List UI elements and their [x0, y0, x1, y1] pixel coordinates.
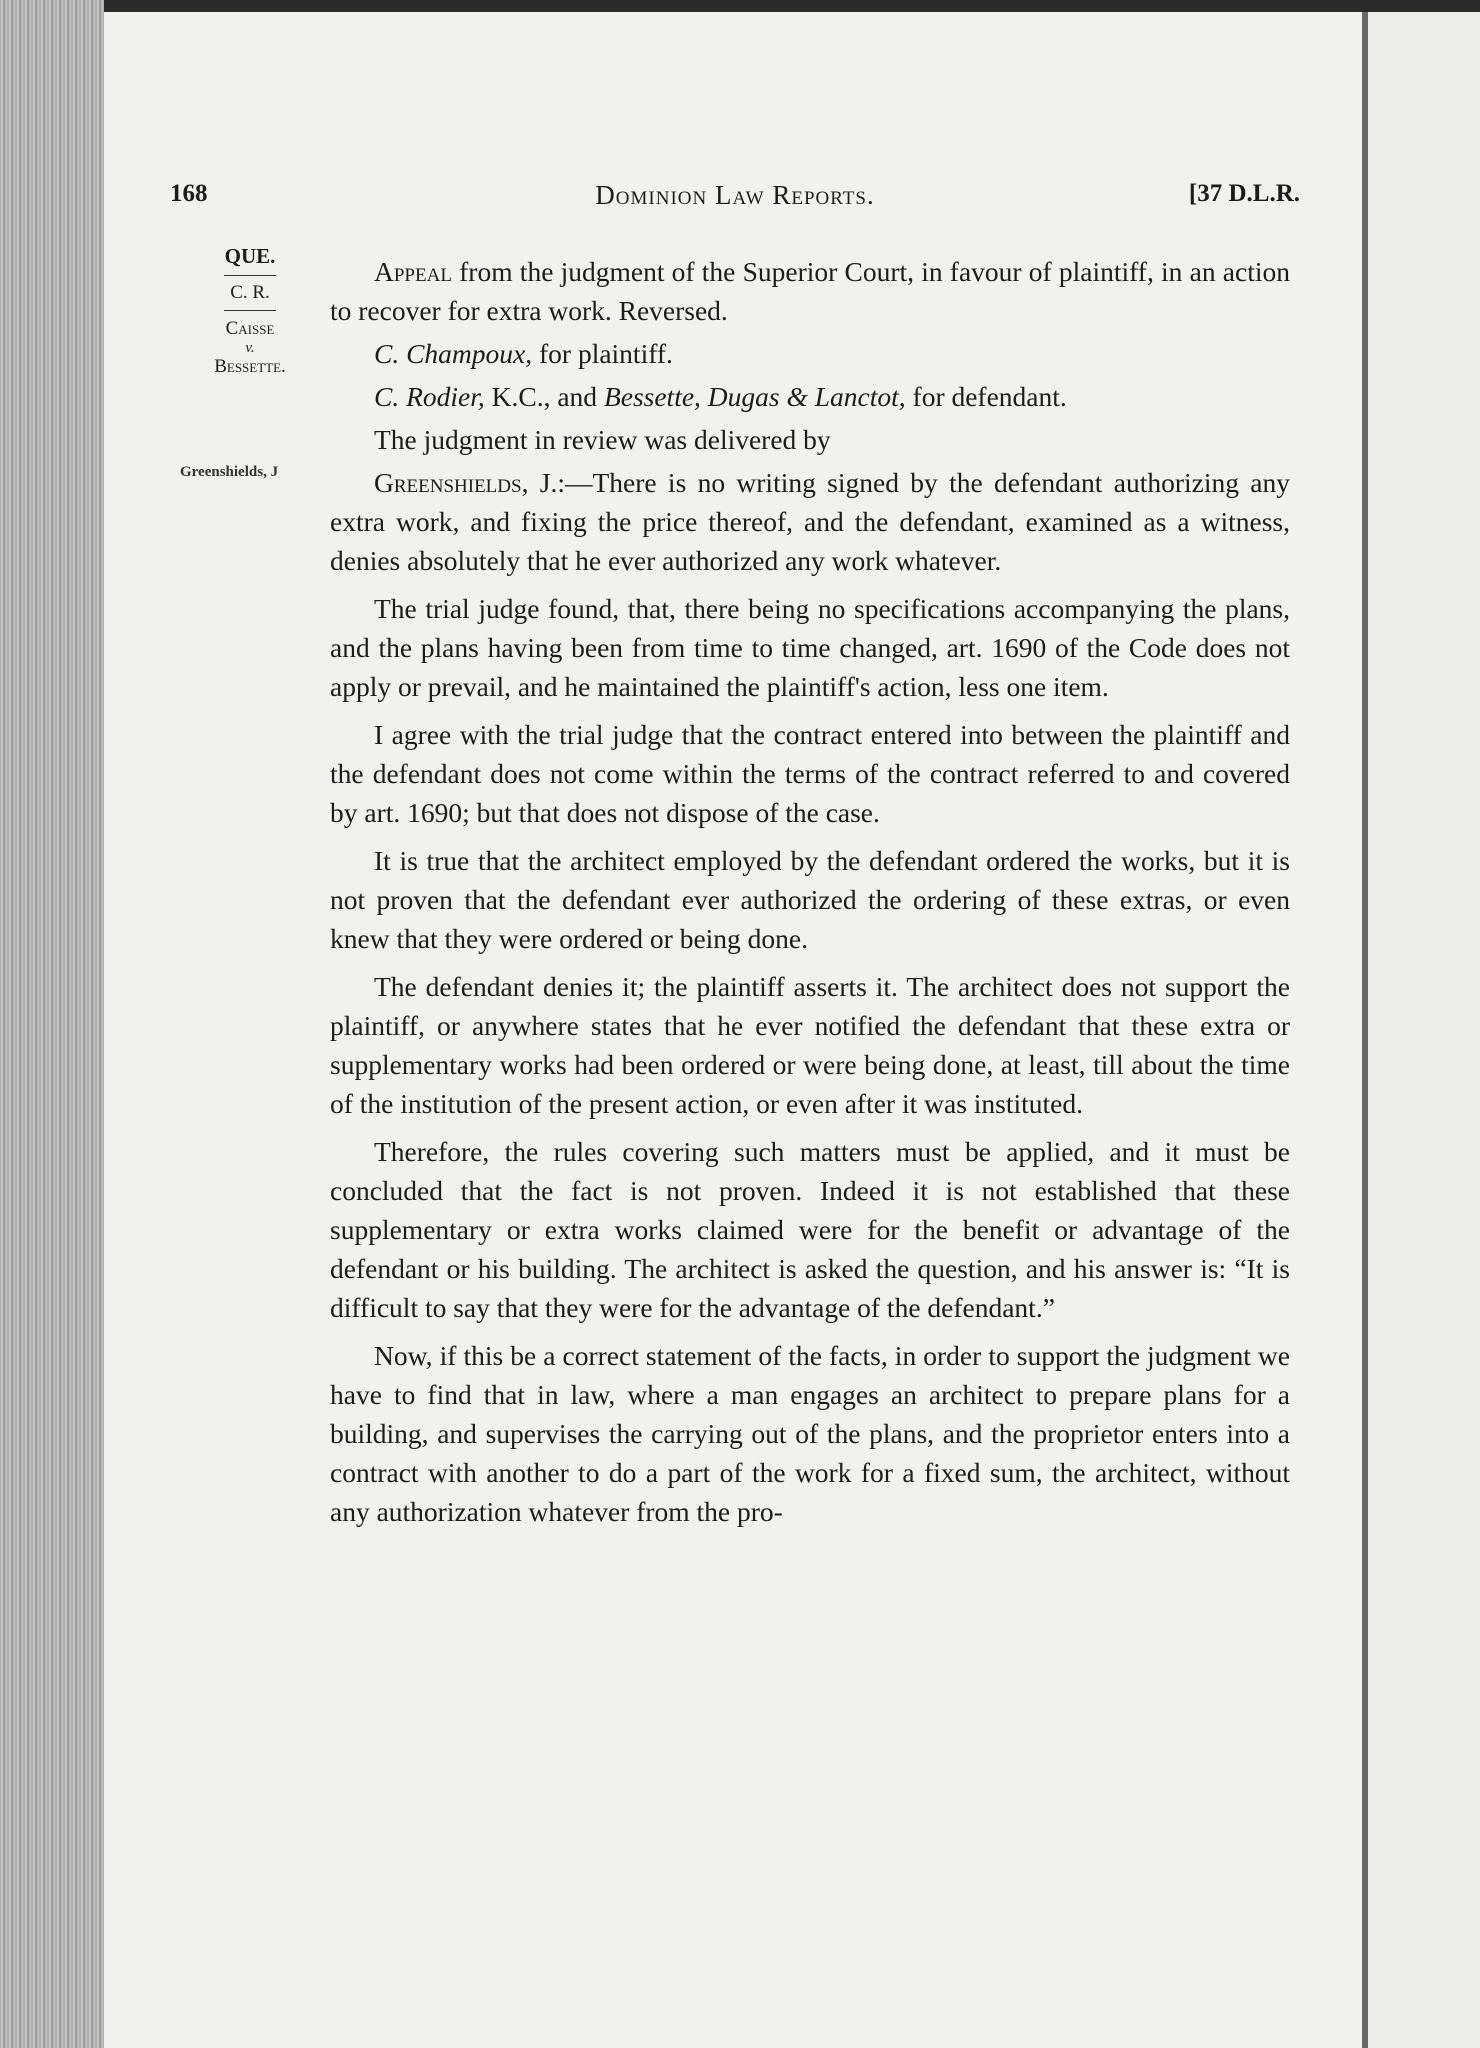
jurisdiction: QUE.	[224, 244, 276, 268]
opinion-text: :—There is no writing signed by the defendant authorizing any extra work, and fixing the price thereof, and the defendant, examined as a witness, denies absolutely that he ever authorized any work whatever.	[330, 467, 1290, 576]
margin-divider	[224, 275, 276, 276]
case-party-2: Bessette.	[214, 356, 286, 377]
paragraph: The defendant denies it; the plaintiff asserts it. The architect does not support the plaintiff, or anywhere states that he ever notified the defendant that these extra or supplementary works had been ordered or were being done, at least, till about the time of the institution of the present action, or even after it was instituted.	[330, 971, 1290, 1119]
case-versus: v.	[245, 340, 255, 356]
margin-divider	[224, 310, 276, 311]
case-party-1: Caisse	[225, 318, 275, 339]
counsel-defendant-text: for defendant.	[905, 381, 1067, 412]
paragraph: Therefore, the rules covering such matters must be applied, and it must be concluded that the fact is not proven. Indeed it is not established that these supplementary or extra works claimed were for the benefit or advantage of the defendant or his building. The architect is asked the question, and his answer is: “It is difficult to say that they were for the advantage of the defendant.”	[330, 1136, 1290, 1323]
court: C. R.	[230, 282, 270, 303]
paragraph-appeal	[330, 252, 1290, 330]
paragraph-opinion-start	[330, 463, 1290, 580]
counsel-defendant-1: C. Rodier,	[374, 381, 485, 412]
appeal-text: from the judgment of the Superior Court, in favour of plaintiff, in an action to recover for extra work. Reversed.	[330, 256, 1290, 326]
paragraph: The trial judge found, that, there being no specifications accompanying the plans, and the plans having been from time to time changed, art. 1690 of the Code does not apply or prevail, and he maintained the plaintiff's action, less one item.	[330, 593, 1290, 702]
page-number: 168	[170, 180, 208, 207]
page	[104, 12, 1362, 2048]
running-title: Dominion Law Reports.	[595, 180, 875, 210]
opinion-judge: Greenshields, J.	[374, 467, 558, 498]
counsel-defendant-2: Bessette, Dugas & Lanctot,	[603, 381, 906, 412]
book-edge	[0, 0, 104, 2048]
paragraph: Now, if this be a correct statement of the facts, in order to support the judgment we have to find that in law, where a man engages an architect to prepare plans for a building, and supervises the carrying out of the plans, and the proprietor enters into a contract with another to do a part of the work for a fixed sum, the architect, without any authorization whatever from the pro-	[330, 1340, 1290, 1527]
paragraph: I agree with the trial judge that the contract entered into between the plaintiff and the defendant does not come within the terms of the contract referred to and covered by art. 1690; but that does not dispose of the case.	[330, 719, 1290, 828]
counsel-defendant-mid: K.C., and	[484, 381, 604, 412]
page-header	[170, 180, 1300, 220]
volume-reference: [37 D.L.R.	[1188, 180, 1300, 207]
body-text	[330, 252, 1290, 1540]
counsel-plaintiff: C. Champoux,	[374, 338, 533, 369]
paragraph-counsel-defendant	[330, 377, 1290, 416]
counsel-plaintiff-text: for plaintiff.	[532, 338, 673, 369]
margin-judge: Greenshields, J	[180, 464, 279, 480]
paragraph-counsel-plaintiff	[330, 334, 1290, 373]
appeal-lead: Appeal	[374, 256, 452, 287]
margin-notes	[170, 244, 330, 379]
paragraph-judgment-intro: The judgment in review was delivered by	[374, 424, 831, 455]
paragraph: It is true that the architect employed by the defendant ordered the works, but it is not proven that the defendant ever authorized the ordering of these extras, or even knew that they were ordered or being done.	[330, 845, 1290, 954]
facing-page-edge	[1362, 12, 1480, 2048]
